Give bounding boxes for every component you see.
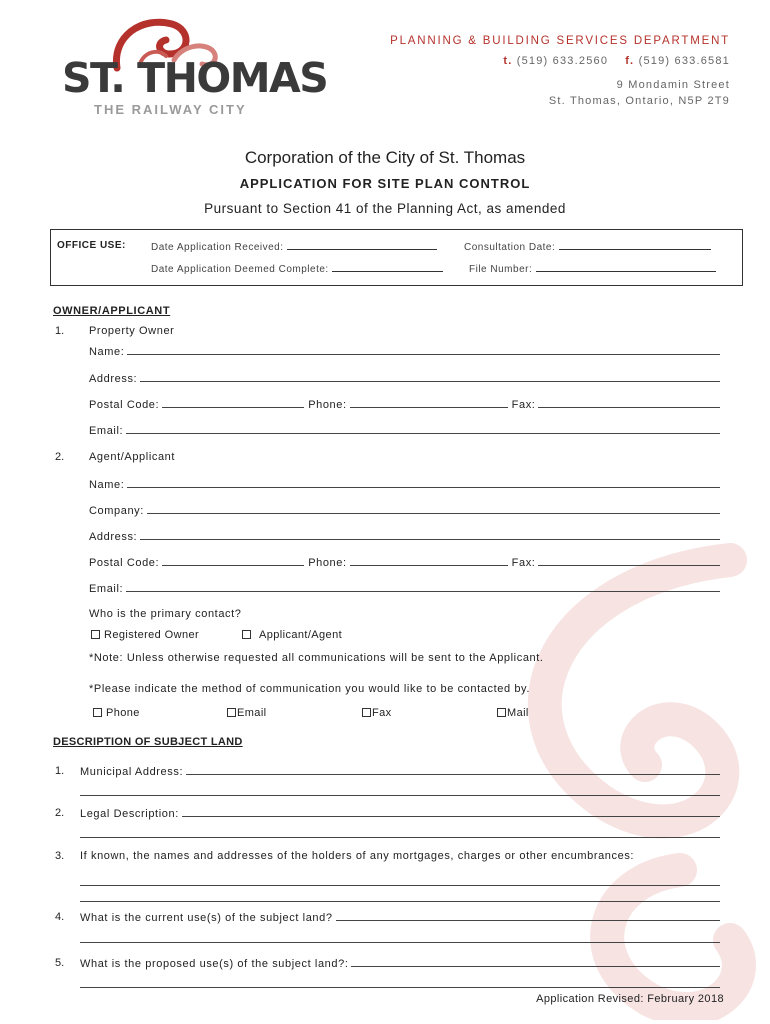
encumbrances-question: If known, the names and addresses of the holders of any mortgages, charges or other encumbrances:: [80, 850, 635, 862]
option-applicant-agent[interactable]: [242, 629, 342, 641]
municipal-address-field[interactable]: [186, 765, 720, 775]
q3-number: 3.: [55, 850, 65, 862]
agent-fax-field[interactable]: [538, 556, 720, 566]
q1-number: 1.: [55, 765, 65, 777]
owner-name-label: Name:: [89, 346, 125, 358]
legal-description-field[interactable]: [182, 807, 720, 817]
agent-name-label: Name:: [89, 479, 125, 491]
item1-number: 1.: [55, 325, 65, 337]
logo: [62, 16, 328, 121]
applicant-agent-label: Applicant/Agent: [259, 629, 343, 641]
owner-address-field[interactable]: [140, 372, 720, 382]
communication-note: *Note: Unless otherwise requested all communications will be sent to the Applicant.: [89, 652, 544, 664]
method-mail-label: Mail: [507, 707, 529, 719]
method-phone-option[interactable]: [93, 707, 140, 719]
owner-postal-label: Postal Code:: [89, 399, 160, 411]
owner-phone-label: Phone:: [308, 399, 347, 411]
owner-fax-field[interactable]: [538, 398, 720, 408]
owner-phone-field[interactable]: [350, 398, 508, 408]
owner-email-field[interactable]: [126, 424, 720, 434]
corporation-title: Corporation of the City of St. Thomas: [244, 148, 526, 167]
office-use-label: OFFICE USE:: [57, 240, 126, 251]
agent-name-field[interactable]: [127, 478, 720, 488]
method-phone-label: Phone: [106, 707, 140, 719]
file-number-field[interactable]: [536, 262, 716, 272]
proposed-use-field[interactable]: [351, 957, 720, 967]
agent-email-field[interactable]: [126, 582, 720, 592]
current-use-field[interactable]: [336, 911, 720, 921]
phone-prefix: t.: [503, 55, 513, 67]
consultation-date-field[interactable]: [559, 240, 711, 250]
owner-address-label: Address:: [89, 373, 138, 385]
address-line-2: St. Thomas, Ontario, N5P 2T9: [548, 95, 730, 107]
q5-number: 5.: [55, 957, 65, 969]
registered-owner-label: Registered Owner: [104, 629, 200, 641]
phone-number: (519) 633.2560: [516, 55, 609, 67]
agent-postal-field[interactable]: [162, 556, 304, 566]
agent-postal-label: Postal Code:: [89, 557, 160, 569]
option-registered-owner[interactable]: [91, 629, 199, 641]
method-fax-label: Fax: [372, 707, 392, 719]
item2-number: 2.: [55, 451, 65, 463]
owner-section-title: OWNER/APPLICANT: [53, 305, 171, 317]
agent-applicant-label: Agent/Applicant: [89, 451, 176, 463]
owner-name-field[interactable]: [127, 345, 720, 355]
method-email-option[interactable]: [227, 707, 267, 719]
owner-email-label: Email:: [89, 425, 124, 437]
agent-email-label: Email:: [89, 583, 124, 595]
owner-fax-label: Fax:: [511, 399, 536, 411]
checkbox-icon[interactable]: [362, 708, 371, 717]
agent-company-label: Company:: [89, 505, 144, 517]
pursuant-subtitle: Pursuant to Section 41 of the Planning Act, as amended: [204, 201, 566, 216]
primary-contact-question: Who is the primary contact?: [89, 608, 242, 620]
land-section-title: DESCRIPTION OF SUBJECT LAND: [53, 736, 243, 748]
fax-prefix: f.: [625, 55, 635, 67]
checkbox-icon[interactable]: [497, 708, 506, 717]
method-fax-option[interactable]: [362, 707, 392, 719]
agent-fax-label: Fax:: [511, 557, 536, 569]
logo-text: ST. THOMAS: [62, 54, 328, 102]
proposed-use-label: What is the proposed use(s) of the subject land?:: [80, 958, 349, 970]
date-received-label: Date Application Received:: [151, 242, 284, 253]
method-question: *Please indicate the method of communication you would like to be contacted by.: [89, 683, 530, 695]
consultation-date-label: Consultation Date:: [464, 242, 556, 253]
checkbox-icon[interactable]: [91, 630, 100, 639]
checkbox-icon[interactable]: [93, 708, 102, 717]
revision-date: Application Revised: February 2018: [536, 993, 724, 1005]
method-email-label: Email: [237, 707, 267, 719]
municipal-address-line-2[interactable]: [80, 795, 720, 796]
address-line-1: 9 Mondamin Street: [616, 79, 730, 91]
method-mail-option[interactable]: [497, 707, 529, 719]
checkbox-icon[interactable]: [227, 708, 236, 717]
agent-phone-field[interactable]: [350, 556, 508, 566]
application-title: APPLICATION FOR SITE PLAN CONTROL: [239, 176, 531, 191]
owner-postal-field[interactable]: [162, 398, 304, 408]
q4-number: 4.: [55, 911, 65, 923]
agent-company-field[interactable]: [147, 504, 720, 514]
checkbox-icon[interactable]: [242, 630, 251, 639]
agent-address-field[interactable]: [140, 530, 720, 540]
municipal-address-label: Municipal Address:: [80, 766, 184, 778]
legal-description-label: Legal Description:: [80, 808, 179, 820]
q2-number: 2.: [55, 807, 65, 819]
contact-numbers: [503, 55, 730, 67]
proposed-use-line-2[interactable]: [80, 987, 720, 988]
legal-description-line-2[interactable]: [80, 837, 720, 838]
office-use-box: [50, 229, 743, 286]
date-received-field[interactable]: [287, 240, 437, 250]
date-complete-label: Date Application Deemed Complete:: [151, 264, 329, 275]
encumbrances-line-1[interactable]: [80, 885, 720, 886]
property-owner-label: Property Owner: [89, 325, 175, 337]
file-number-label: File Number:: [469, 264, 533, 275]
watermark-swirl: [430, 540, 770, 1020]
fax-number: (519) 633.6581: [638, 55, 730, 67]
encumbrances-line-2[interactable]: [80, 901, 720, 902]
agent-address-label: Address:: [89, 531, 138, 543]
agent-phone-label: Phone:: [308, 557, 347, 569]
logo-tagline: THE RAILWAY CITY: [94, 102, 247, 117]
current-use-line-2[interactable]: [80, 942, 720, 943]
department-name: PLANNING & BUILDING SERVICES DEPARTMENT: [390, 35, 730, 47]
current-use-label: What is the current use(s) of the subject land?: [80, 912, 333, 924]
date-complete-field[interactable]: [332, 262, 443, 272]
